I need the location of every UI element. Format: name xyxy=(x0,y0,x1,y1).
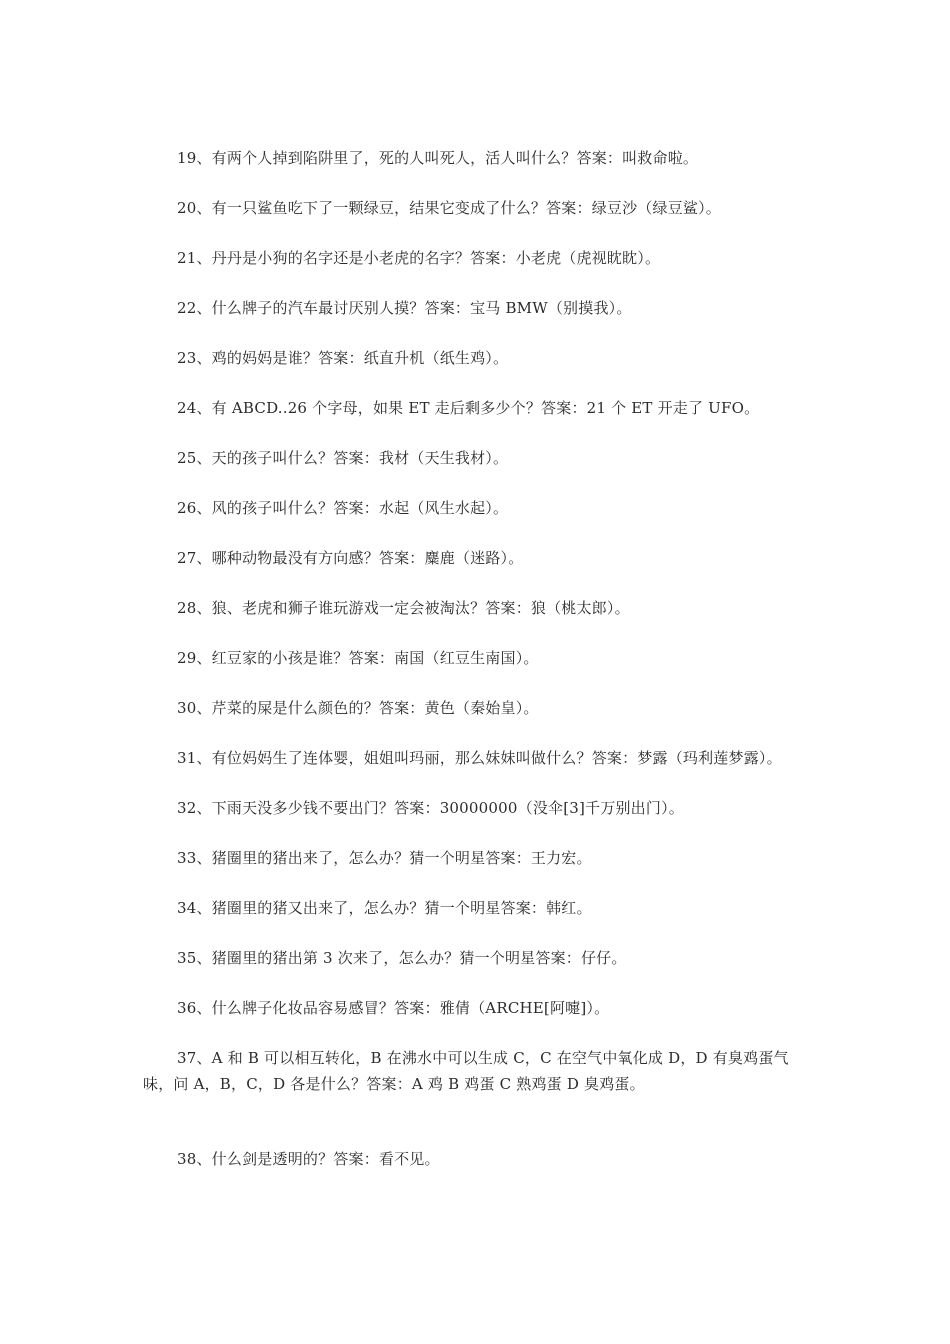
riddle-paragraph-22: 22、什么牌子的汽车最讨厌别人摸？答案：宝马 BMW（别摸我）。 xyxy=(177,299,632,317)
riddle-paragraph-29: 29、红豆家的小孩是谁？答案：南国（红豆生南国）。 xyxy=(177,649,539,667)
riddle-paragraph-37: 37、A 和 B 可以相互转化，B 在沸水中可以生成 C，C 在空气中氧化成 D，D 有臭鸡蛋气味，问 A，B，C，D 各是什么？答案：A 鸡 B 鸡蛋 C 熟鸡蛋 D 臭鸡蛋。 xyxy=(143,1049,789,1093)
riddle-paragraph-31: 31、有位妈妈生了连体婴，姐姐叫玛丽，那么妹妹叫做什么？答案：梦露（玛利莲梦露）。 xyxy=(177,749,782,767)
riddle-paragraph-21: 21、丹丹是小狗的名字还是小老虎的名字？答案：小老虎（虎视眈眈）。 xyxy=(177,249,661,267)
riddle-paragraph-25: 25、天的孩子叫什么？答案：我材（天生我材）。 xyxy=(177,449,509,467)
riddle-paragraph-32: 32、下雨天没多少钱不要出门？答案：30000000（没伞[3]千万别出门）。 xyxy=(177,799,684,817)
riddle-paragraph-19: 19、有两个人掉到陷阱里了，死的人叫死人，活人叫什么？答案：叫救命啦。 xyxy=(177,149,699,167)
document-body xyxy=(143,145,815,1196)
riddle-paragraph-35: 35、猪圈里的猪出第 3 次来了，怎么办？猜一个明星答案：仔仔。 xyxy=(177,949,627,967)
riddle-paragraph-23: 23、鸡的妈妈是谁？答案：纸直升机（纸生鸡）。 xyxy=(177,349,509,367)
riddle-paragraph-28: 28、狼、老虎和狮子谁玩游戏一定会被淘汰？答案：狼（桃太郎）。 xyxy=(177,599,630,617)
riddle-paragraph-36: 36、什么牌子化妆品容易感冒？答案：雅倩（ARCHE[阿嚏]）。 xyxy=(177,999,610,1017)
riddle-paragraph-38: 38、什么剑是透明的？答案：看不见。 xyxy=(177,1150,440,1168)
riddle-paragraph-34: 34、猪圈里的猪又出来了，怎么办？猜一个明星答案：韩红。 xyxy=(177,899,592,917)
riddle-paragraph-24: 24、有 ABCD..26 个字母，如果 ET 走后剩多少个？答案：21 个 ET 开走了 UFO。 xyxy=(177,399,760,417)
riddle-paragraph-33: 33、猪圈里的猪出来了，怎么办？猜一个明星答案：王力宏。 xyxy=(177,849,592,867)
riddle-paragraph-30: 30、芹菜的屎是什么颜色的？答案：黄色（秦始皇）。 xyxy=(177,699,539,717)
riddle-paragraph-20: 20、有一只鲨鱼吃下了一颗绿豆，结果它变成了什么？答案：绿豆沙（绿豆鲨）。 xyxy=(177,199,721,217)
riddle-paragraph-26: 26、风的孩子叫什么？答案：水起（风生水起）。 xyxy=(177,499,509,517)
riddle-paragraph-27: 27、哪种动物最没有方向感？答案：麋鹿（迷路）。 xyxy=(177,549,524,567)
